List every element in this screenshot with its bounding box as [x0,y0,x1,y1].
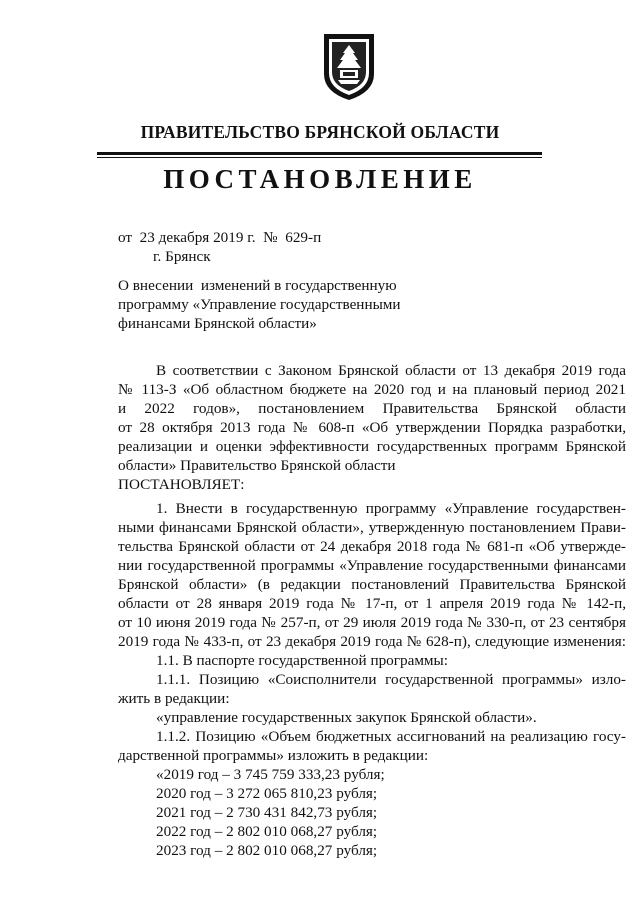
header-rule-thick [97,152,542,155]
budget-line: 2021 год – 2 730 431 842,73 рубля; [156,804,378,821]
item-1-line: тельства Брянской области от 24 декабря 2018 года № 681-п «Об утвержде- [118,538,626,555]
item-1-1: 1.1. В паспорте государственной программы: [156,652,448,669]
item-1-line: 2019 года № 433-п, от 23 декабря 2019 года № 628-п), следующие изменения: [118,633,626,650]
budget-line: 2020 год – 3 272 065 810,23 рубля; [156,785,378,802]
item-1-1-1-line: жить в редакции: [118,690,230,707]
item-1-line: от 10 июня 2019 года № 257-п, от 29 июля 2019 года № 330-п, от 23 сентября [118,614,626,631]
subject-line: О внесении изменений в государственную [118,277,397,294]
document-type-title: ПОСТАНОВЛЕНИЕ [163,164,477,194]
coat-of-arms-icon [320,30,378,102]
date-line: от 23 декабря 2019 г. № 629-п [118,229,322,246]
item-1-1-2-line: дарственной программы» изложить в редакции: [118,747,429,764]
organization-name: ПРАВИТЕЛЬСТВО БРЯНСКОЙ ОБЛАСТИ [140,122,500,142]
item-1-1-2-line: 1.1.2. Позицию «Объем бюджетных ассигнований на реализацию госу- [156,728,626,745]
preamble-line: области» Правительство Брянской области [118,457,396,474]
budget-line: 2022 год – 2 802 010 068,27 рубля; [156,823,378,840]
preamble-line: № 113-З «Об областном бюджете на 2020 год и на плановый период 2021 [118,381,626,398]
item-1-line: 1. Внести в государственную программу «Управление государствен- [156,500,626,517]
preamble-line: от 28 октября 2013 года № 608-п «Об утверждении Порядка разработки, [118,419,626,436]
item-1-line: нии государственной программы «Управление государственными финансами [118,557,626,574]
city: г. Брянск [153,248,211,265]
item-1-line: Брянской области» (в редакции постановлений Правительства Брянской [118,576,626,593]
preamble-line: и 2022 годов», постановлением Правительства Брянской области [118,400,626,417]
subject-line: финансами Брянской области» [118,315,317,332]
header-rule-thin [97,157,542,158]
budget-line: «2019 год – 3 745 759 333,23 рубля; [156,766,385,783]
item-1-line: ными финансами Брянской области», утвержденную постановлением Прави- [118,519,626,536]
item-1-1-1-line: 1.1.1. Позицию «Соисполнители государственной программы» изло- [156,671,626,688]
item-1-line: области от 28 января 2019 года № 17-п, от 1 апреля 2019 года № 142-п, [118,595,626,612]
preamble-line: реализации и оценки эффективности государственных программ Брянской [118,438,626,455]
subject-line: программу «Управление государственными [118,296,401,313]
preamble-line: В соответствии с Законом Брянской области от 13 декабря 2019 года [156,362,626,379]
decree-word: ПОСТАНОВЛЯЕТ: [118,476,245,493]
item-1-1-1-text: «управление государственных закупок Брянской области». [156,709,537,726]
budget-line: 2023 год – 2 802 010 068,27 рубля; [156,842,378,859]
